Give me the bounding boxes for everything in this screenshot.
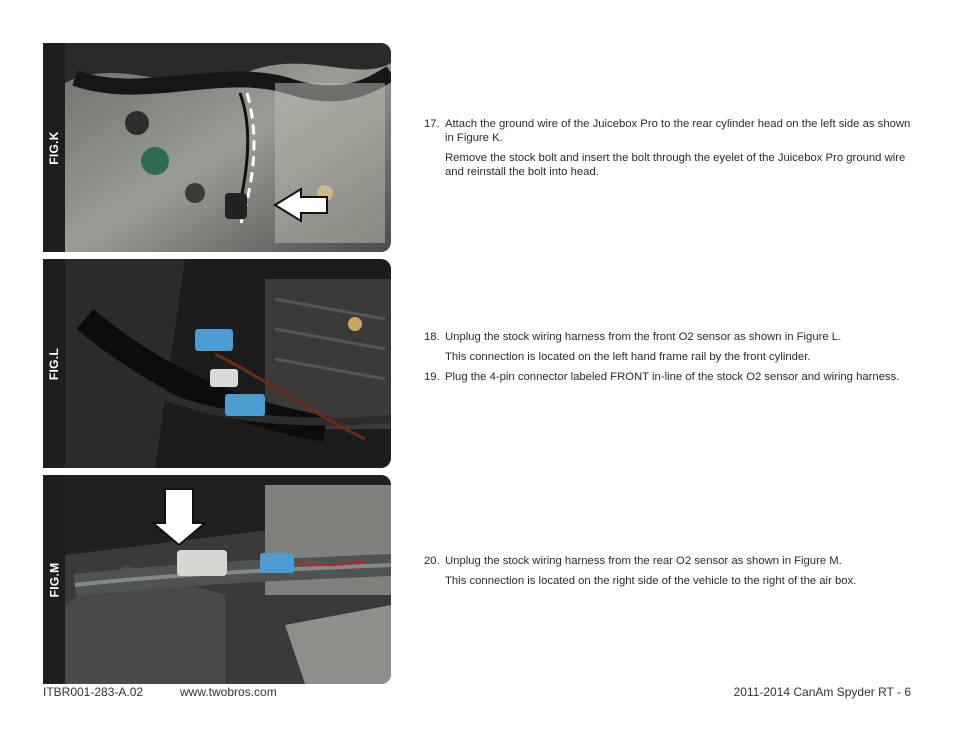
step-number: 18. <box>424 331 440 343</box>
figure-k <box>43 43 391 252</box>
step-number: 17. <box>424 118 440 130</box>
figure-m-label: FIG.M <box>47 562 62 597</box>
step-text: Attach the ground wire of the Juicebox Pro to the rear cylinder head on the left side as shown in Figure K. <box>445 118 911 144</box>
step-note: This connection is located on the right side of the vehicle to the right of the air box. <box>445 575 857 587</box>
figure-l-label: FIG.L <box>47 347 62 380</box>
figure-k-photo <box>65 43 391 252</box>
step-17 <box>424 117 914 179</box>
step-19 <box>424 370 914 384</box>
step-number: 20. <box>424 555 440 567</box>
step-18 <box>424 330 914 364</box>
figure-l <box>43 259 391 468</box>
step-number: 19. <box>424 371 440 383</box>
footer-page-title: 2011-2014 CanAm Spyder RT - 6 <box>733 685 911 699</box>
step-note: This connection is located on the left hand frame rail by the front cylinder. <box>445 351 811 363</box>
step-20 <box>424 554 914 588</box>
step-text: Plug the 4-pin connector labeled FRONT in-line of the stock O2 sensor and wiring harness. <box>445 371 900 383</box>
step-note: Remove the stock bolt and insert the bolt through the eyelet of the Juicebox Pro ground wire and reinstall the bolt into head. <box>445 152 906 178</box>
step-text: Unplug the stock wiring harness from the front O2 sensor as shown in Figure L. <box>445 331 842 343</box>
figure-l-photo <box>65 259 391 468</box>
figure-k-label: FIG.K <box>47 130 61 165</box>
step-text: Unplug the stock wiring harness from the rear O2 sensor as shown in Figure M. <box>445 555 842 567</box>
figure-m-photo <box>65 475 391 684</box>
footer-website[interactable]: www.twobros.com <box>180 685 277 699</box>
figure-m <box>43 475 391 684</box>
footer-doc-id: ITBR001-283-A.02 <box>43 685 144 699</box>
